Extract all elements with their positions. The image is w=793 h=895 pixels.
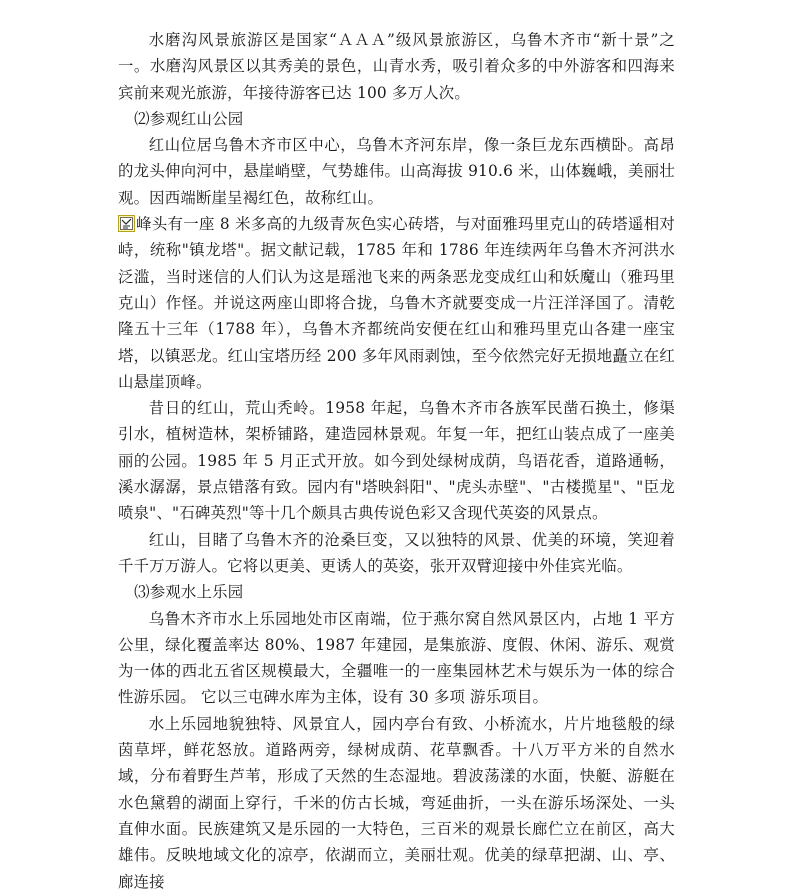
paragraph-hongshan-history: 昔日的红山，荒山秃岭。1958 年起，乌鲁木齐市各族军民凿石换土，修渠引水，植树造林，架桥铺路，建造园林景观。年复一年，把红山装点成了一座美丽的公园。1985 年 5 月正式开放。如今到处绿树成荫，鸟语花香，道路通畅，溪水潺潺，景点错落有致。园内有"塔映斜阳"、"虎头赤壁"、"古楼揽星"、"臣龙喷泉"、"石碑英烈"等十几个颇具古典传说色彩又含现代英姿的风景点。 (118, 399, 675, 523)
comment-note-icon[interactable] (118, 215, 135, 232)
section-heading-hongshan-park: ⑵参观红山公园 (134, 109, 244, 128)
paragraph-water-park-scenery: 水上乐园地貌独特、风景宜人，园内亭台有致、小桥流水，片片地毯般的绿茵草坪，鲜花怒放。道路两旁，绿树成荫、花草飘香。十八万平方米的自然水域，分布着野生芦苇，形成了天然的生态湿地。碧波荡漾的水面，快艇、游艇在水色黛碧的湖面上穿行，千米的仿古长城，弯延曲折，一头在游乐场深处、一头直伸水面。民族建筑又是乐园的一大特色，三百米的观景长廊伫立在前区，高大雄伟。反映地域文化的凉亭，依湖而立，美丽壮观。优美的绿草把湖、山、亭、廊连接 (118, 714, 675, 891)
paragraph-pagoda-text: 峰头有一座 8 米多高的九级青灰色实心砖塔，与对面雅玛里克山的砖塔遥相对峙，统称"镇龙塔"。据文献记载，1785 年和 1786 年连续两年乌鲁木齐河洪水泛滥，当时迷信的人们认为这是瑶池飞来的两条恶龙变成红山和妖魔山（雅玛里克山）作怪。并说这两座山即将合拢，乌鲁木齐就要变成一片汪洋泽国了。清乾隆五十三年（1788 年），乌鲁木齐都统尚安便在红山和雅玛里克山各建一座宝塔，以镇恶龙。红山宝塔历经 200 多年风雨剥蚀，至今依然完好无损地矗立在红山悬崖顶峰。 (118, 215, 675, 391)
paragraph-shuimogou: 水磨沟风景旅游区是国家“ＡＡＡ”级风景旅游区，乌鲁木齐市“新十景”之一。水磨沟风景区以其秀美的景色，山青水秀，吸引着众多的中外游客和四海来宾前来观光旅游，年接待游客已达 100 多万人次。 (118, 31, 675, 102)
section-heading-water-park: ⑶参观水上乐园 (134, 583, 244, 602)
paragraph-water-park-location: 乌鲁木齐市水上乐园地处市区南端，位于燕尔窝自然风景区内，占地 1 平方公里，绿化覆盖率达 80%、1987 年建园，是集旅游、度假、休闲、游乐、观赏为一体的西北五省区规模最大，全疆唯一的一座集园林艺术与娱乐为一体的综合性游乐园。 它以三屯碑水库为主体，设有 30 多项 游乐项目。 (118, 609, 675, 707)
paragraph-hongshan-today: 红山，目睹了乌鲁木齐的沧桑巨变，又以独特的风景、优美的环境，笑迎着千千万万游人。它将以更美、更诱人的英姿，张开双臂迎接中外佳宾光临。 (118, 530, 675, 575)
paragraph-hongshan-location: 红山位居乌鲁木齐市区中心，乌鲁木齐河东岸，像一条巨龙东西横卧。高昂的龙头伸向河中，悬崖峭壁，气势雄伟。山高海拔 910.6 米，山体巍峨，美丽壮观。因西端断崖呈褐红色，故称红山。 (118, 136, 675, 207)
paragraph-pagoda (118, 211, 675, 395)
